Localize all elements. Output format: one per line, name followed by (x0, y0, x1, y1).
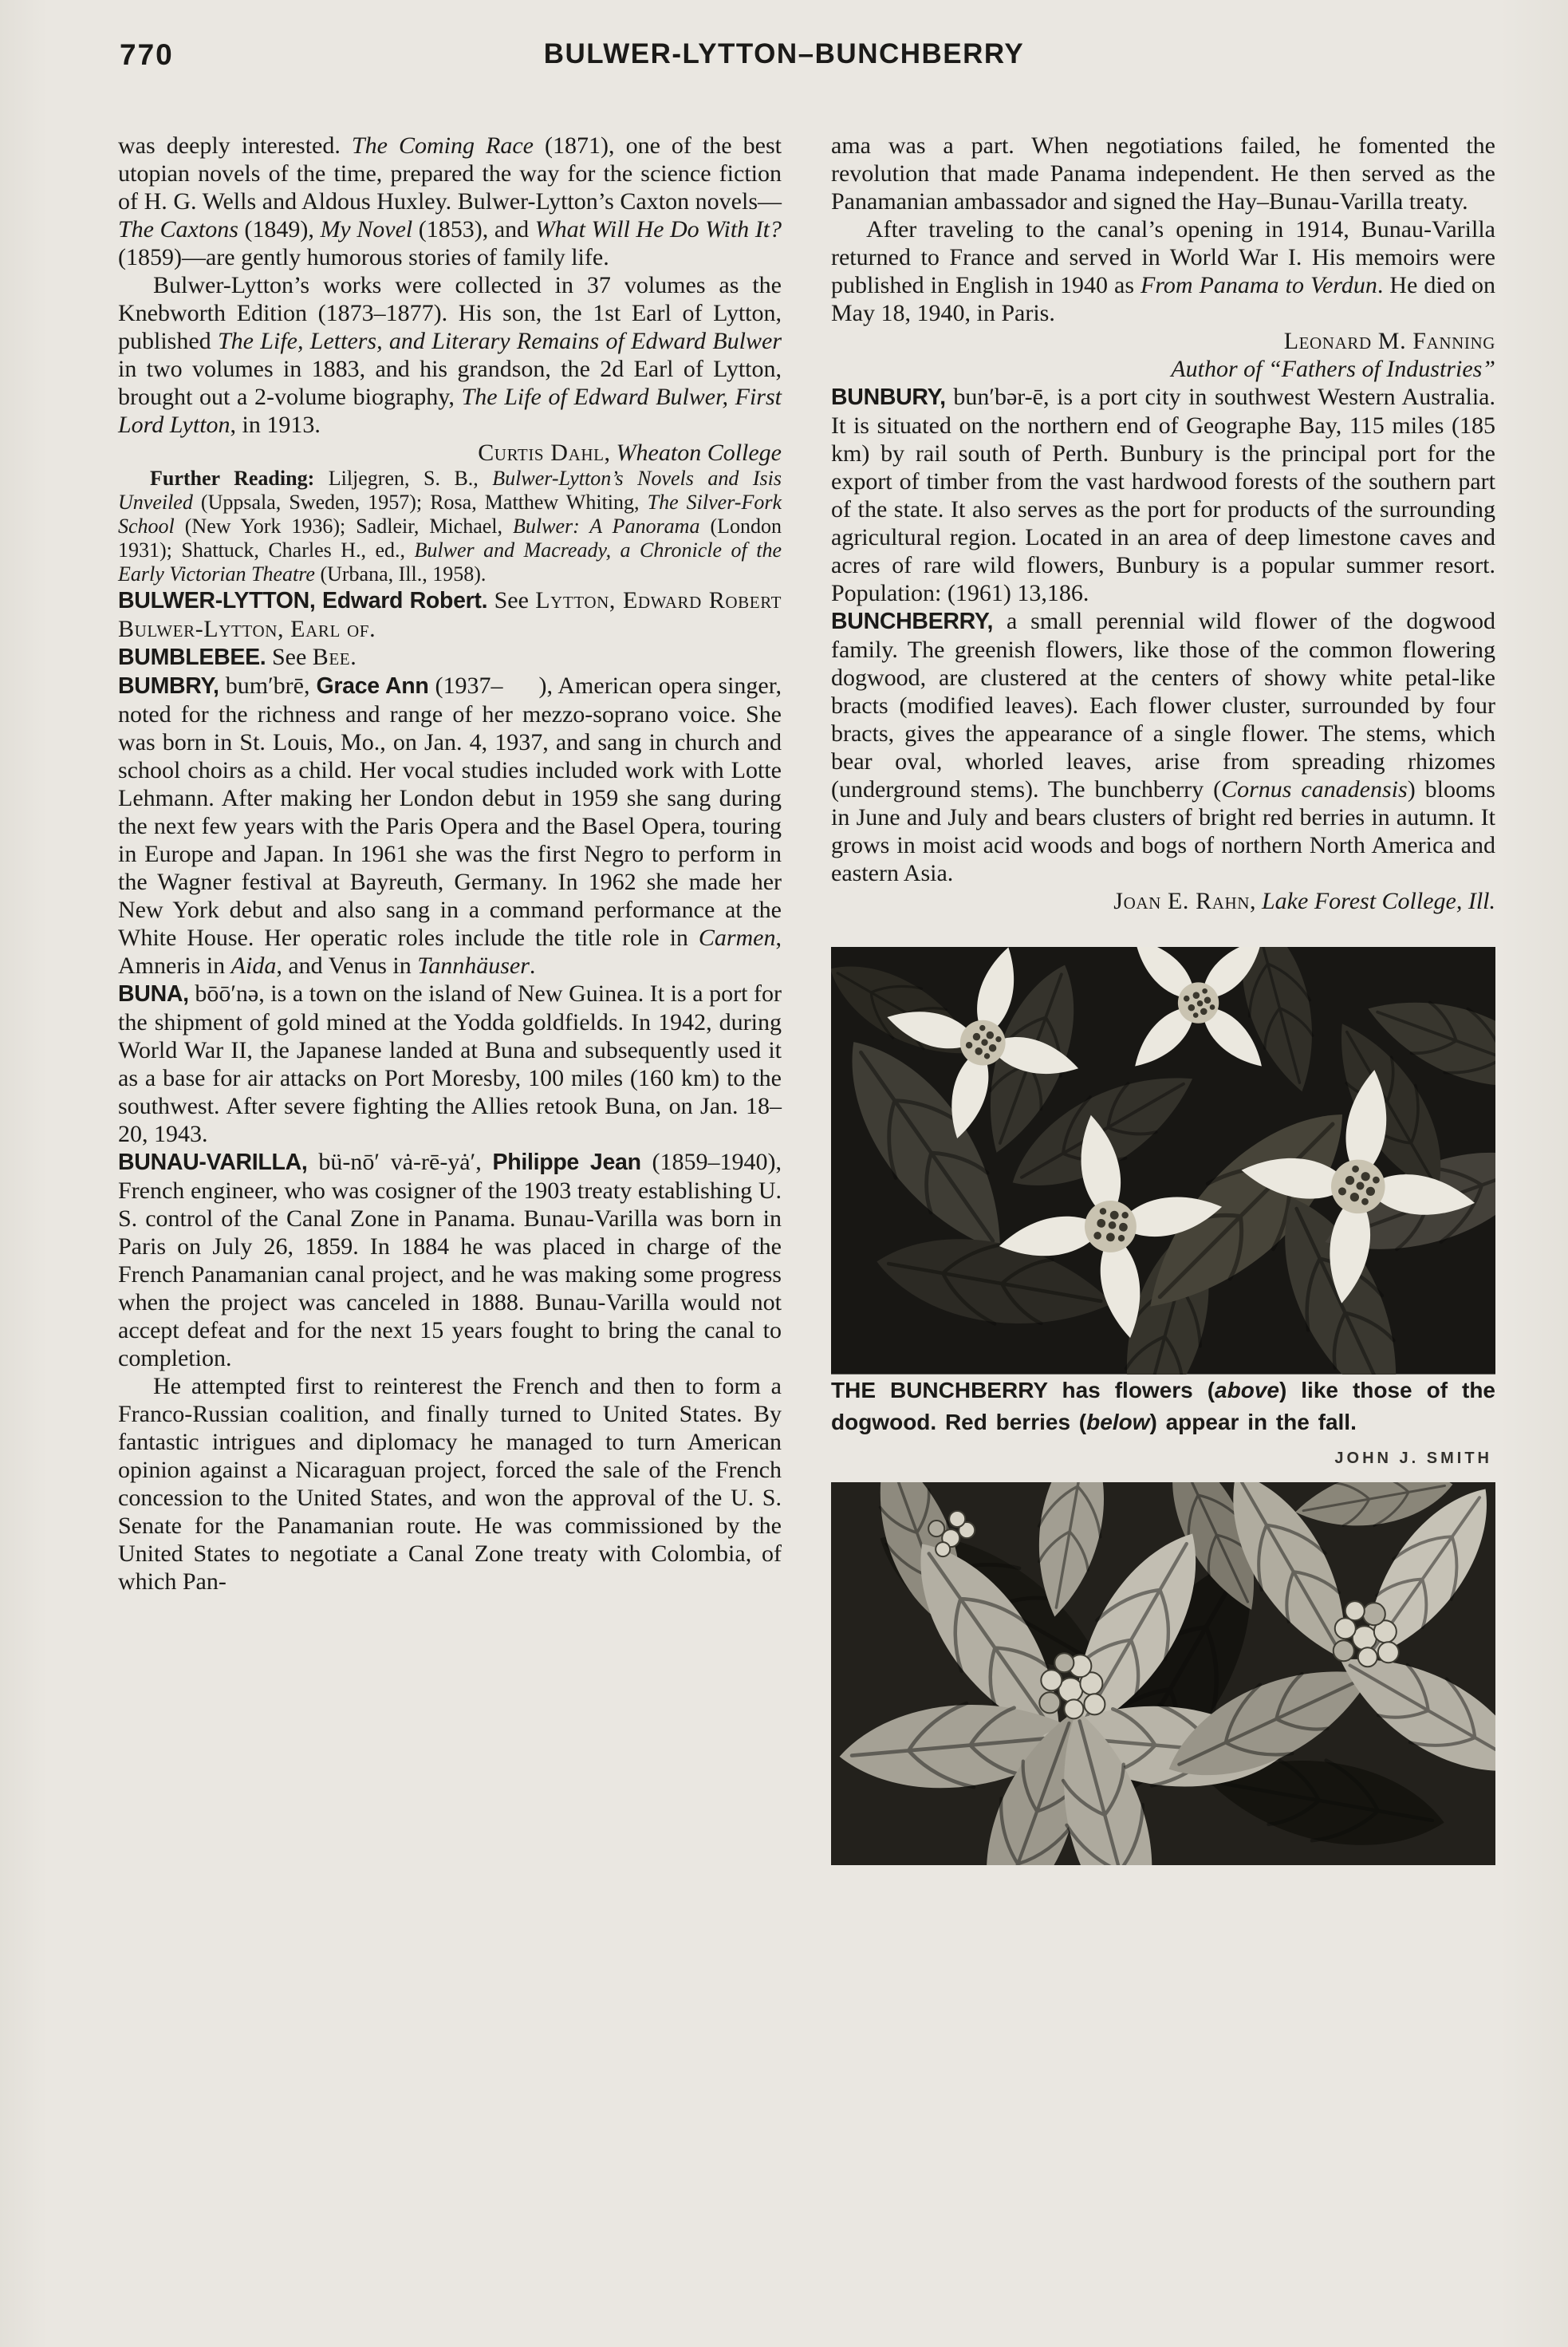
text-segment: . (369, 616, 376, 642)
text-segment: (1849), (238, 216, 321, 243)
text-segment: . (529, 953, 536, 979)
entry-bunbury (831, 383, 1495, 607)
entry-bumblebee-cross-reference (118, 643, 782, 672)
text-segment: After traveling to the canal’s opening in 1914, Bunau-Varilla returned to France and served in World War I. His memoirs were published in English in 1940 as (831, 216, 1495, 298)
entry-headword: BUNAU-VARILLA, (118, 1150, 308, 1175)
bunchberry-berries-photo (831, 1482, 1495, 1866)
para-bunau-varilla-2 (118, 1372, 782, 1596)
text-segment: . He died on May 18, 1940, in Paris. (831, 272, 1495, 326)
text-segment: Bee (312, 644, 351, 670)
para-bunau-varilla-continuation (831, 132, 1495, 215)
text-segment: (Urbana, Ill., 1958). (314, 562, 487, 586)
bunchberry-flowers-photo (831, 947, 1495, 1375)
text-segment: See (266, 644, 313, 670)
text-segment: , and Venus in (276, 953, 418, 979)
text-segment: The Life, Letters, and Literary Remains of Edward Bulwer (217, 328, 782, 354)
byline-joan-rahn (831, 887, 1495, 915)
column-left (118, 132, 782, 1596)
text-segment: (1853), and (412, 216, 535, 243)
text-segment: (1859–1940), French engineer, who was cosigner of the 1903 treaty establishing U. S. control of the Canal Zone in Panama. Bunau-Varilla was born in Paris on July 26, 1859. In 1884 he was placed in charge of the French Panamanian canal project, and he was making some progress when the project was canceled in 1888. Bunau-Varilla would not accept defeat and for the next 15 years fought to bring the canal to completion. (118, 1149, 782, 1371)
text-segment: Curtis Dahl (478, 440, 605, 466)
text-segment: Author of “Fathers of Industries” (1171, 356, 1495, 382)
entry-headword: BUNA, (118, 981, 189, 1007)
text-segment: See (487, 587, 536, 613)
text-segment: Further Reading: (150, 467, 329, 490)
text-segment: Lake Forest College, Ill. (1262, 888, 1495, 914)
column-right (831, 132, 1495, 1865)
text-segment: Bulwer and Macready, a Chronicle of the Early Victorian Theatre (118, 538, 782, 586)
para-bulwer-lytton-continuation (118, 132, 782, 271)
entry-bumbry (118, 672, 782, 980)
entry-bulwer-lytton-cross-reference (118, 586, 782, 643)
text-segment: Lytton, Edward Robert Bulwer-Lytton, Earl of (118, 587, 782, 642)
text-segment: (1871), one of the best utopian novels of the time, prepared the way for the science fiction of H. G. Wells and Aldous Huxley. Bulwer-Lytton’s Caxton novels— (118, 132, 782, 215)
para-bulwer-lytton-works (118, 271, 782, 439)
entry-bunau-varilla (118, 1148, 782, 1372)
text-segment: Bulwer-Lytton’s Novels and Isis Unveiled (118, 467, 782, 514)
further-reading (118, 467, 782, 586)
text-segment: , (604, 440, 617, 466)
text-segment: ) blooms in June and July and bears clusters of bright red berries in autumn. It grows in moist acid woods and bogs of northern North America and eastern Asia. (831, 776, 1495, 886)
page-number: 770 (120, 38, 174, 71)
text-segment: , in 1913. (230, 412, 321, 438)
text-segment: , Amneris in (118, 925, 782, 979)
text-segment: Liljegren, S. B., (328, 467, 493, 490)
photo-credit: JOHN J. SMITH (1334, 1449, 1492, 1467)
text-segment: bōō′nə, is a town on the island of New Guinea. It is a port for the shipment of gold mined at the Yodda goldfields. In 1942, during World War II, the Japanese landed at Buna and subsequently used it as a base for air attacks on Port Moresby, 100 miles (160 km) to the southwest. After severe fighting the Allies retook Buna, on Jan. 18–20, 1943. (118, 980, 782, 1147)
text-segment: The Caxtons (118, 216, 238, 243)
text-segment: bü-nō′ vȧ-rē-yȧ′, (307, 1149, 493, 1175)
text-segment: bum′brē, (219, 673, 317, 699)
running-head: BULWER-LYTTON–BUNCHBERRY (543, 38, 1025, 69)
photo-caption (831, 1375, 1495, 1438)
byline-leonard-fanning (831, 327, 1495, 355)
text-segment: was deeply interested. (118, 132, 352, 159)
text-segment: ama was a part. When negotiations failed, he fomented the revolution that made Panama independent. He then served as the Panamanian ambassador and signed the Hay–Bunau-Varilla treaty. (831, 132, 1495, 215)
text-segment: From Panama to Verdun (1141, 272, 1377, 298)
entry-headword: BUNCHBERRY, (831, 609, 994, 634)
text-segment: Carmen (698, 925, 776, 951)
text-segment: Bulwer-Lytton’s works were collected in 37 volumes as the Knebworth Edition (1873–1877). His son, the 1st Earl of Lytton, published (118, 272, 782, 354)
text-segment: bun′bər-ē, is a port city in southwest Western Australia. It is situated on the northern end of Geographe Bay, 115 miles (185 km) by rail south of Perth. Bunbury is the principal port for the export of timber from the vast hardwood forests of the southern part of the state. It also serves as the port for products of the surrounding agricultural region. Located in an area of deep limestone caves and acres of rare wild flowers, Bunbury is a popular summer resort. Population: (1961) 13,186. (831, 384, 1495, 606)
byline-fanning-role (831, 355, 1495, 383)
text-segment: The Life of Edward Bulwer, First Lord Lytton (118, 384, 782, 438)
text-segment: in two volumes in 1883, and his grandson, the 2d Earl of Lytton, brought out a 2-volume biography, (118, 356, 782, 410)
para-bunau-varilla-3 (831, 215, 1495, 327)
text-segment: Tannhäuser (417, 953, 530, 979)
text-segment: (1859)—are gently humorous stories of family life. (118, 244, 609, 270)
text-segment: ) like those of the dogwood. Red berries ( (831, 1377, 1495, 1434)
text-segment: Joan E. Rahn (1113, 888, 1250, 914)
text-segment: Leonard M. Fanning (1283, 328, 1495, 354)
text-segment: My Novel (320, 216, 413, 243)
text-segment: Bulwer: A Panorama (513, 515, 700, 538)
text-segment: above (1215, 1377, 1279, 1402)
text-segment: (1937– ), American opera singer, noted for the richness and range of her mezzo-soprano voice. She was born in St. Louis, Mo., on Jan. 4, 1937, and sang in church and school choirs as a child. Her vocal studies included work with Lotte Lehmann. After making her London debut in 1959 she sang during the next few years with the Paris Opera and the Basel Opera, touring in Europe and Japan. In 1961 she was the first Negro to perform in the Wagner festival at Bayreuth, Germany. In 1962 she made her New York debut and also sang in a command performance at the White House. Her operatic roles include the title role in (118, 673, 782, 951)
text-segment: . (350, 644, 357, 670)
text-segment: , (1250, 888, 1262, 914)
entry-headword: BUMBLEBEE. (118, 645, 266, 670)
text-segment: a small perennial wild flower of the dogwood family. The greenish flowers, like those of the common flowering dogwood, are clustered at the centers of showy white petal-like bracts (modified leaves). Each flower cluster, surrounded by four bracts, gives the appearance of a single flower. The stems, which bear oval, whorled leaves, arise from spreading rhizomes (underground stems). The bunchberry ( (831, 608, 1495, 803)
text-segment: Wheaton College (616, 440, 782, 466)
text-segment: He attempted first to reinterest the French and then to form a Franco-Russian coalition, and finally turned to United States. By fantastic intrigues and diplomacy he managed to turn American opinion against a Nicaraguan project, forced the sale of the French concession to the United States, and won the approval of the U. S. Senate for the Panamanian route. He was commissioned by the United States to negotiate a Canal Zone treaty with Colombia, of which Pan- (118, 1373, 782, 1595)
text-segment: ) appear in the fall. (1149, 1409, 1357, 1434)
text-segment: Aida (230, 953, 277, 979)
byline-curtis-dahl (118, 439, 782, 467)
text-segment: (London 1931); Shattuck, Charles H., ed., (118, 515, 782, 562)
entry-headword: BUNBURY, (831, 385, 946, 410)
entry-bunchberry (831, 607, 1495, 887)
text-segment: below (1086, 1409, 1150, 1434)
text-segment: (New York 1936); Sadleir, Michael, (174, 515, 513, 538)
text-segment: What Will He Do With It? (534, 216, 782, 243)
entry-buna (118, 980, 782, 1148)
text-segment: The Silver-Fork School (118, 491, 782, 538)
bunchberry-berries-illustration (831, 1482, 1495, 1866)
text-segment: Cornus canadensis (1221, 776, 1408, 803)
text-segment: (Uppsala, Sweden, 1957); Rosa, Matthew Whiting, (192, 491, 648, 514)
entry-headword: BULWER-LYTTON, Edward Robert. (118, 588, 488, 613)
bunchberry-flowers-illustration (831, 947, 1495, 1375)
text-segment: The Coming Race (351, 132, 534, 159)
entry-headword: BUMBRY, (118, 673, 219, 699)
entry-headword: Philippe Jean (492, 1150, 641, 1175)
text-segment: THE BUNCHBERRY has flowers ( (831, 1377, 1215, 1402)
entry-headword: Grace Ann (316, 673, 429, 699)
